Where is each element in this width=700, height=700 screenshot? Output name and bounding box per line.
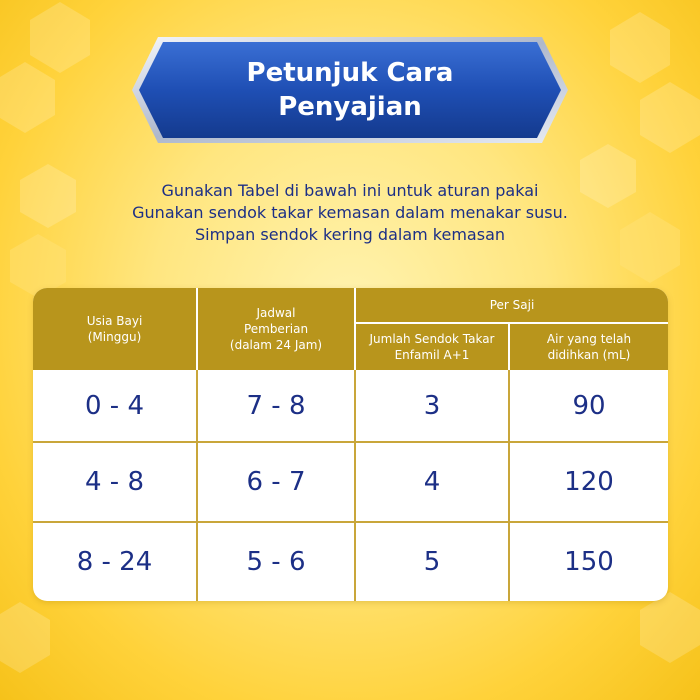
- header-water: [510, 324, 668, 370]
- table-cell-schedule: 6 - 7: [246, 467, 306, 497]
- header-age-line: Usia Bayi: [86, 314, 143, 328]
- instruction-line: Gunakan sendok takar kemasan dalam menakar susu.: [132, 203, 568, 222]
- header-schedule-line: Jadwal: [256, 306, 296, 320]
- table-cell-scoops: 5: [423, 547, 441, 577]
- table-cell-water: 90: [572, 390, 606, 421]
- header-scoops-line: Enfamil A+1: [394, 348, 470, 362]
- table-cell-age: 8 - 24: [76, 547, 153, 577]
- instruction-line: Gunakan Tabel di bawah ini untuk aturan pakai: [161, 181, 539, 200]
- header-divider: [356, 322, 668, 324]
- header-divider: [354, 288, 356, 370]
- header-per-serving: [356, 288, 668, 322]
- header-scoops: [356, 324, 508, 370]
- table-cell-age: 4 - 8: [85, 467, 144, 497]
- instruction-line: Simpan sendok kering dalam kemasan: [194, 225, 506, 244]
- table-cell-age: 0 - 4: [85, 390, 144, 421]
- header-schedule-line: (dalam 24 Jam): [229, 338, 323, 352]
- banner-title-line1: Petunjuk Cara: [246, 58, 454, 88]
- table-cell-water: 120: [564, 467, 614, 497]
- header-schedule-line: Pemberian: [243, 322, 309, 336]
- header-age-line: (Minggu): [87, 330, 142, 344]
- header-scoops-line: Jumlah Sendok Takar: [369, 332, 495, 346]
- title-banner: [130, 35, 570, 145]
- instructions-text: [50, 180, 650, 246]
- table-cell-schedule: 7 - 8: [246, 390, 306, 421]
- table-cell-water: 150: [564, 547, 614, 577]
- banner-title-line2: Penyajian: [278, 92, 422, 122]
- serving-table: [33, 288, 668, 601]
- header-water-line: didihkan (mL): [547, 348, 631, 362]
- header-divider: [508, 324, 510, 370]
- header-water-line: Air yang telah: [546, 332, 632, 346]
- table-cell-schedule: 5 - 6: [246, 547, 306, 577]
- table-cell-scoops: 3: [423, 390, 441, 421]
- header-per-serving-label: Per Saji: [489, 298, 535, 312]
- header-divider: [196, 288, 198, 370]
- header-age: [33, 288, 196, 370]
- header-schedule: [198, 288, 354, 370]
- table-cell-scoops: 4: [423, 467, 441, 497]
